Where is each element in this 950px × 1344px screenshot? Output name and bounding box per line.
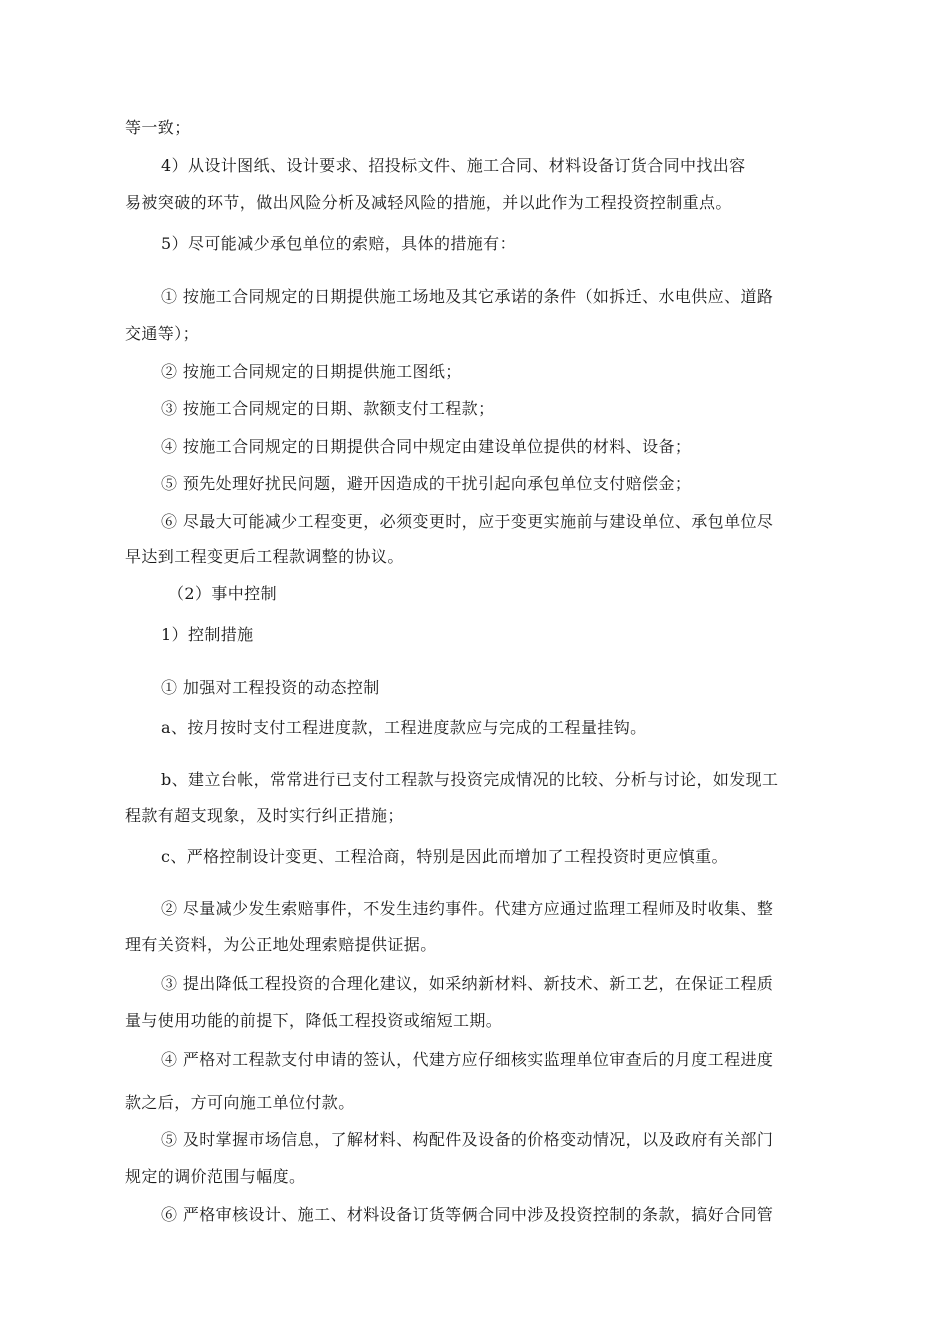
text-line: 交通等）； xyxy=(125,324,200,343)
text-line: ③ 按施工合同规定的日期、款额支付工程款； xyxy=(161,399,495,418)
section-heading: （2）事中控制 xyxy=(168,584,277,603)
text-line: ⑥ 严格审核设计、施工、材料设备订货等俩合同中涉及投资控制的条款，搞好合同管 xyxy=(161,1205,774,1224)
text-line: ② 尽量减少发生索赔事件，不发生违约事件。代建方应通过监理工程师及时收集、整 xyxy=(161,899,774,918)
text-line: 易被突破的环节，做出风险分析及减轻风险的措施，并以此作为工程投资控制重点。 xyxy=(125,193,732,212)
text-line: a、按月按时支付工程进度款，工程进度款应与完成的工程量挂钩。 xyxy=(161,718,647,737)
text-line: ⑥ 尽最大可能减少工程变更，必须变更时，应于变更实施前与建设单位、承包单位尽 xyxy=(161,512,774,531)
text-line: 早达到工程变更后工程款调整的协议。 xyxy=(125,547,404,566)
text-line: ④ 严格对工程款支付申请的签认，代建方应仔细核实监理单位审查后的月度工程进度 xyxy=(161,1050,774,1069)
text-line: ④ 按施工合同规定的日期提供合同中规定由建设单位提供的材料、设备； xyxy=(161,437,692,456)
text-line: ② 按施工合同规定的日期提供施工图纸； xyxy=(161,362,462,381)
text-line: 等一致； xyxy=(125,118,191,137)
text-line: 4）从设计图纸、设计要求、招投标文件、施工合同、材料设备订货合同中找出容 xyxy=(161,156,746,175)
subsection-heading: 1）控制措施 xyxy=(161,625,254,644)
text-line: 理有关资料，为公正地处理索赔提供证据。 xyxy=(125,935,437,954)
text-line: c、严格控制设计变更、工程洽商，特别是因此而增加了工程投资时更应慎重。 xyxy=(161,847,728,866)
text-line: 程款有超支现象，及时实行纠正措施； xyxy=(125,806,404,825)
text-line: ⑤ 及时掌握市场信息，了解材料、构配件及设备的价格变动情况，以及政府有关部门 xyxy=(161,1130,774,1149)
text-line: ⑤ 预先处理好扰民问题，避开因造成的干扰引起向承包单位支付赔偿金； xyxy=(161,474,692,493)
text-line: ① 加强对工程投资的动态控制 xyxy=(161,678,380,697)
text-line: 款之后，方可向施工单位付款。 xyxy=(125,1093,355,1112)
text-line: ① 按施工合同规定的日期提供施工场地及其它承诺的条件（如拆迁、水电供应、道路 xyxy=(161,287,774,306)
text-line: 5）尽可能减少承包单位的索赔，具体的措施有： xyxy=(161,234,516,253)
text-line: b、建立台帐，常常进行已支付工程款与投资完成情况的比较、分析与讨论，如发现工 xyxy=(161,770,779,789)
text-line: 规定的调价范围与幅度。 xyxy=(125,1167,306,1186)
text-line: 量与使用功能的前提下，降低工程投资或缩短工期。 xyxy=(125,1011,503,1030)
text-line: ③ 提出降低工程投资的合理化建议，如采纳新材料、新技术、新工艺，在保证工程质 xyxy=(161,974,774,993)
